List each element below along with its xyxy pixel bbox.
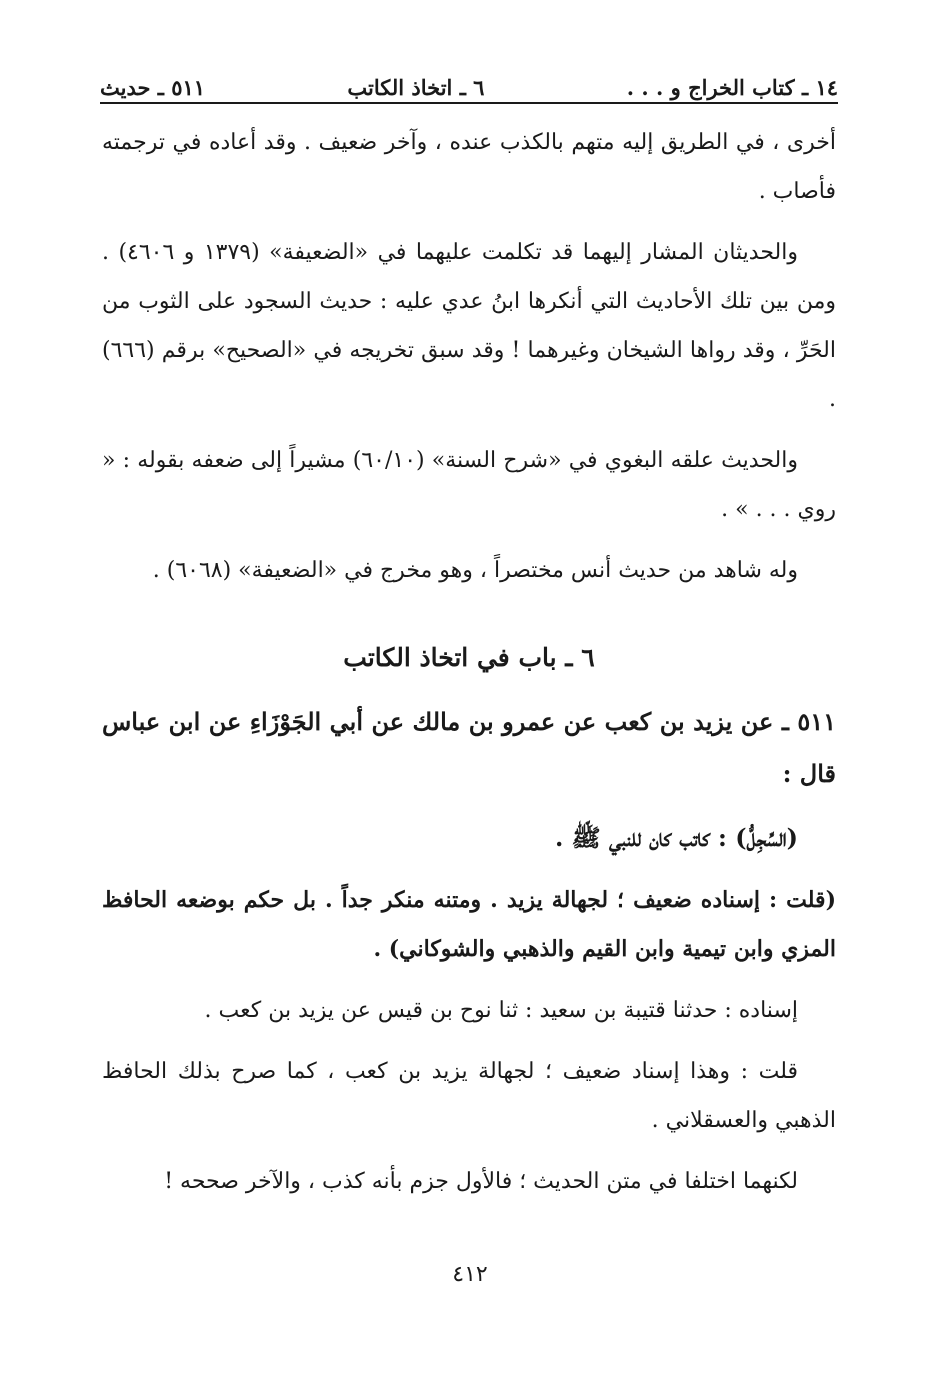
commentary-weakness: قلت : وهذا إسناد ضعيف ؛ لجهالة يزيد بن كعب ، كما صرح بذلك الحافظ الذهبي والعسقلاني . [102,1059,836,1133]
header-book-title: ١٤ ـ كتاب الخراج و . . . [626,75,838,100]
chapter-heading: ٦ ـ باب في اتخاذ الكاتب [343,643,595,672]
header-hadith-number: ٥١١ ـ حديث [100,75,206,100]
paragraph-anas-witness: وله شاهد من حديث أنس مختصراً ، وهو مخرج في «الضعيفة» (٦٠٦٨) . [152,558,798,583]
header-chapter-title: ٦ ـ اتخاذ الكاتب [347,75,485,100]
running-header [100,60,838,100]
header-divider [100,102,838,104]
hadith-matn: (السِّجِلُّ) : كاتب كان للنبي ﷺ . [554,823,798,852]
paragraph-two-hadiths: والحديثان المشار إليهما قد تكلمت عليهما في «الضعيفة» (١٣٧٩ و ٤٦٠٦) . ومن بين تلك الأحاديث التي أنكرها ابنُ عدي عليه : حديث السجود على الثوب من الحَرِّ ، وقد رواها الشيخان وغيرهما ! وقد سبق تخريجه في «الصحيح» برقم (٦٦٦) . [102,240,836,412]
hadith-isnad: ٥١١ ـ عن يزيد بن كعب عن عمرو بن مالك عن أبي الجَوْزَاءِ عن ابن عباس قال : [102,707,836,788]
commentary-isnad: إسناده : حدثنا قتيبة بن سعيد : ثنا نوح بن قيس عن يزيد بن كعب . [204,998,798,1023]
page-body [102,118,836,1218]
paragraph-continuation: أخرى ، في الطريق إليه متهم بالكذب عنده ، وآخر ضعيف . وقد أعاده في ترجمته فأصاب . [102,130,836,204]
paragraph-baghawi: والحديث علقه البغوي في «شرح السنة» (٦٠/١٠) مشيراً إلى ضعفه بقوله : « روي . . . » . [102,448,836,522]
commentary-disagreement: لكنهما اختلفا في متن الحديث ؛ فالأول جزم بأنه كذب ، والآخر صححه ! [164,1169,798,1194]
page-number: ٤١٢ [452,1262,488,1287]
commentary-grading: (قلت : إسناده ضعيف ؛ لجهالة يزيد . ومتنه منكر جداً . بل حكم بوضعه الحافظ المزي وابن تيمية وابن القيم والذهبي والشوكاني) . [102,887,836,962]
